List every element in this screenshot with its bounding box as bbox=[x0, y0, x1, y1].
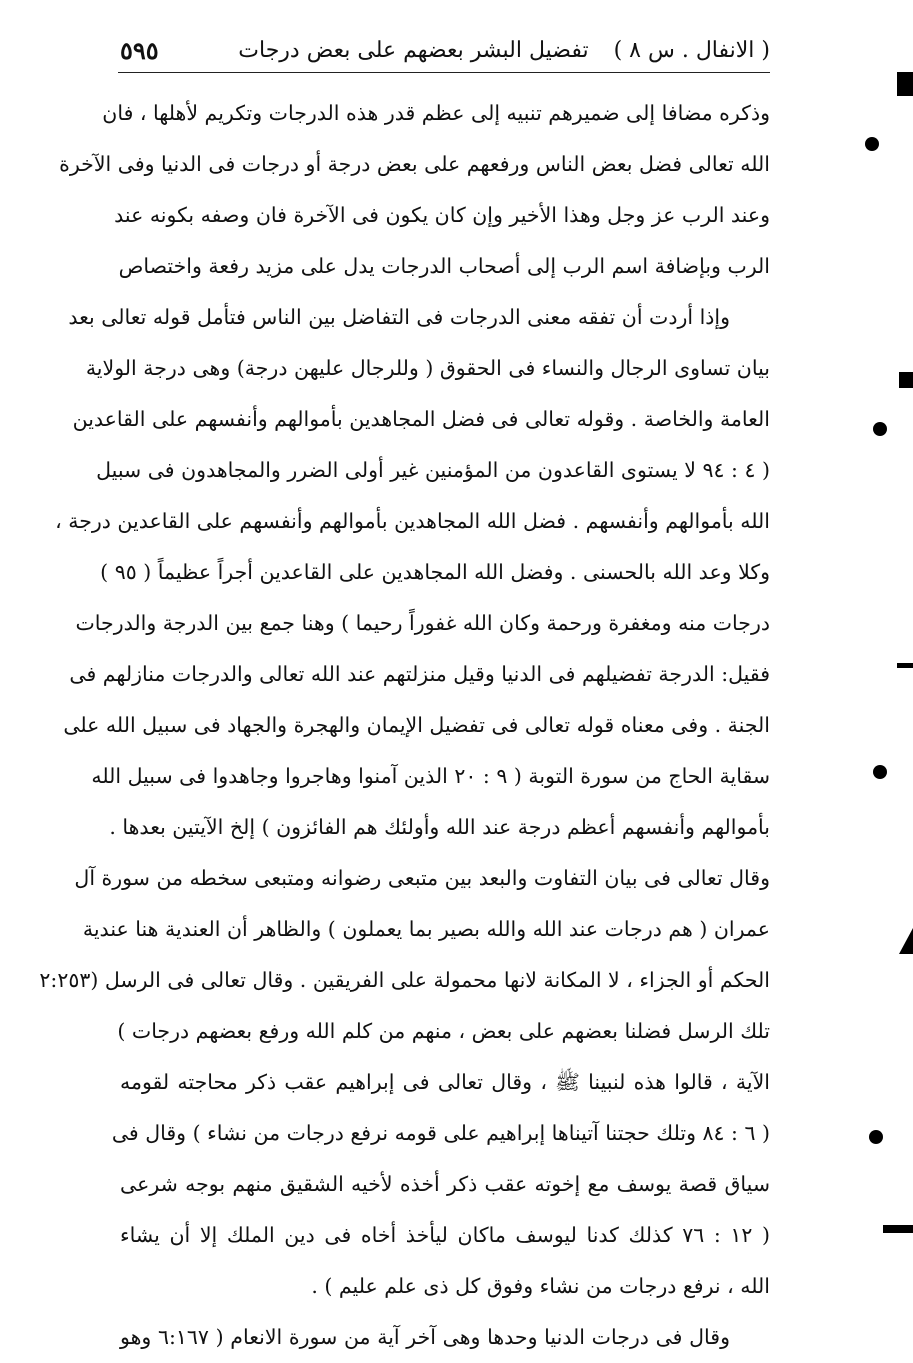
page-number: ٥٩٥ bbox=[120, 35, 159, 65]
text-line: وكلا وعد الله بالحسنى . وفضل الله المجاهدين على القاعدين أجراً عظيماً ( ٩٥ ) bbox=[100, 560, 770, 584]
text-line: وعند الرب عز وجل وهذا الأخير وإن كان يكون فى الآخرة فان وصفه بكونه عند bbox=[114, 203, 770, 227]
text-line: سقاية الحاج من سورة التوبة ( ٩ : ٢٠ الذين آمنوا وهاجروا وجاهدوا فى سبيل الله bbox=[91, 764, 770, 788]
margin-mark bbox=[883, 1225, 913, 1233]
text-line: الرب وبإضافة اسم الرب إلى أصحاب الدرجات يدل على مزيد رفعة واختصاص bbox=[118, 254, 770, 278]
header-title bbox=[179, 38, 770, 63]
margin-dot bbox=[865, 137, 879, 151]
text-line: وإذا أردت أن تفقه معنى الدرجات فى التفاضل بين الناس فتأمل قوله تعالى بعد bbox=[68, 305, 730, 329]
margin-mark bbox=[899, 372, 913, 388]
text-line: وقال تعالى فى بيان التفاوت والبعد بين متبعى رضوانه ومتبعى سخطه من سورة آل bbox=[74, 866, 770, 890]
text-line: وذكره مضافا إلى ضميرهم تنبيه إلى عظم قدر هذه الدرجات وتكريم لأهلها ، فان bbox=[102, 101, 770, 125]
margin-mark bbox=[897, 72, 913, 96]
margin-mark bbox=[899, 928, 913, 954]
margin-dot bbox=[873, 422, 887, 436]
header-surah-ref: ( الانفال . س ٨ ) bbox=[613, 37, 770, 63]
text-line: الحكم أو الجزاء ، لا المكانة لانها محمولة على الفريقين . وقال تعالى فى الرسل (٢:٢٥٣ bbox=[39, 968, 770, 992]
text-line: الله بأموالهم وأنفسهم . فضل الله المجاهدين بأموالهم وأنفسهم على القاعدين درجة ، bbox=[55, 509, 770, 533]
text-line: الآية ، قالوا هذه لنبينا ﷺ ، وقال تعالى فى إبراهيم عقب ذكر محاجته لقومه bbox=[120, 1070, 770, 1094]
header-chapter-title: تفضيل البشر بعضهم على بعض درجات bbox=[238, 37, 589, 63]
text-line: بأموالهم وأنفسهم أعظم درجة عند الله وأولئك هم الفائزون ) إلخ الآيتين بعدها . bbox=[109, 815, 770, 839]
text-line: الله ، نرفع درجات من نشاء وفوق كل ذى علم عليم ) . bbox=[311, 1274, 770, 1298]
text-line: ( ٦ : ٨٤ وتلك حجتنا آتيناها إبراهيم على قومه نرفع درجات من نشاء ) وقال فى bbox=[111, 1121, 770, 1145]
text-line: درجات منه ومغفرة ورحمة وكان الله غفوراً رحيما ) وهنا جمع بين الدرجة والدرجات bbox=[75, 611, 770, 635]
text-line: سياق قصة يوسف مع إخوته عقب ذكر أخذه لأخيه الشقيق منهم بوجه شرعى bbox=[120, 1172, 770, 1196]
text-line: ( ١٢ : ٧٦ كذلك كدنا ليوسف ماكان ليأخذ أخاه فى دين الملك إلا أن يشاء bbox=[120, 1223, 770, 1247]
margin-mark bbox=[897, 663, 913, 668]
body-text bbox=[39, 88, 770, 1363]
header-divider bbox=[118, 72, 770, 73]
running-header bbox=[120, 30, 770, 70]
text-line: وقال فى درجات الدنيا وحدها وهى آخر آية من سورة الانعام ( ٦:١٦٧ وهو bbox=[120, 1325, 730, 1349]
text-line: بيان تساوى الرجال والنساء فى الحقوق ( وللرجال عليهن درجة) وهى درجة الولاية bbox=[85, 356, 770, 380]
text-line: الله تعالى فضل بعض الناس ورفعهم على بعض درجة أو درجات فى الدنيا وفى الآخرة bbox=[59, 152, 770, 176]
text-line: عمران ( هم درجات عند الله والله بصير بما يعملون ) والظاهر أن العندية هنا عندية bbox=[82, 917, 770, 941]
margin-dot bbox=[869, 1130, 883, 1144]
text-line: العامة والخاصة . وقوله تعالى فى فضل المجاهدين بأموالهم وأنفسهم على القاعدين bbox=[72, 407, 770, 431]
text-line: فقيل: الدرجة تفضيلهم فى الدنيا وقيل منزلتهم عند الله تعالى والدرجات منازلهم فى bbox=[69, 662, 770, 686]
margin-dot bbox=[873, 765, 887, 779]
text-line: تلك الرسل فضلنا بعضهم على بعض ، منهم من كلم الله ورفع بعضهم درجات ) bbox=[117, 1019, 770, 1043]
text-line: الجنة . وفى معناه قوله تعالى فى تفضيل الإيمان والهجرة والجهاد فى سبيل الله على bbox=[63, 713, 770, 737]
text-line: ( ٤ : ٩٤ لا يستوى القاعدون من المؤمنين غير أولى الضرر والمجاهدون فى سبيل bbox=[96, 458, 770, 482]
